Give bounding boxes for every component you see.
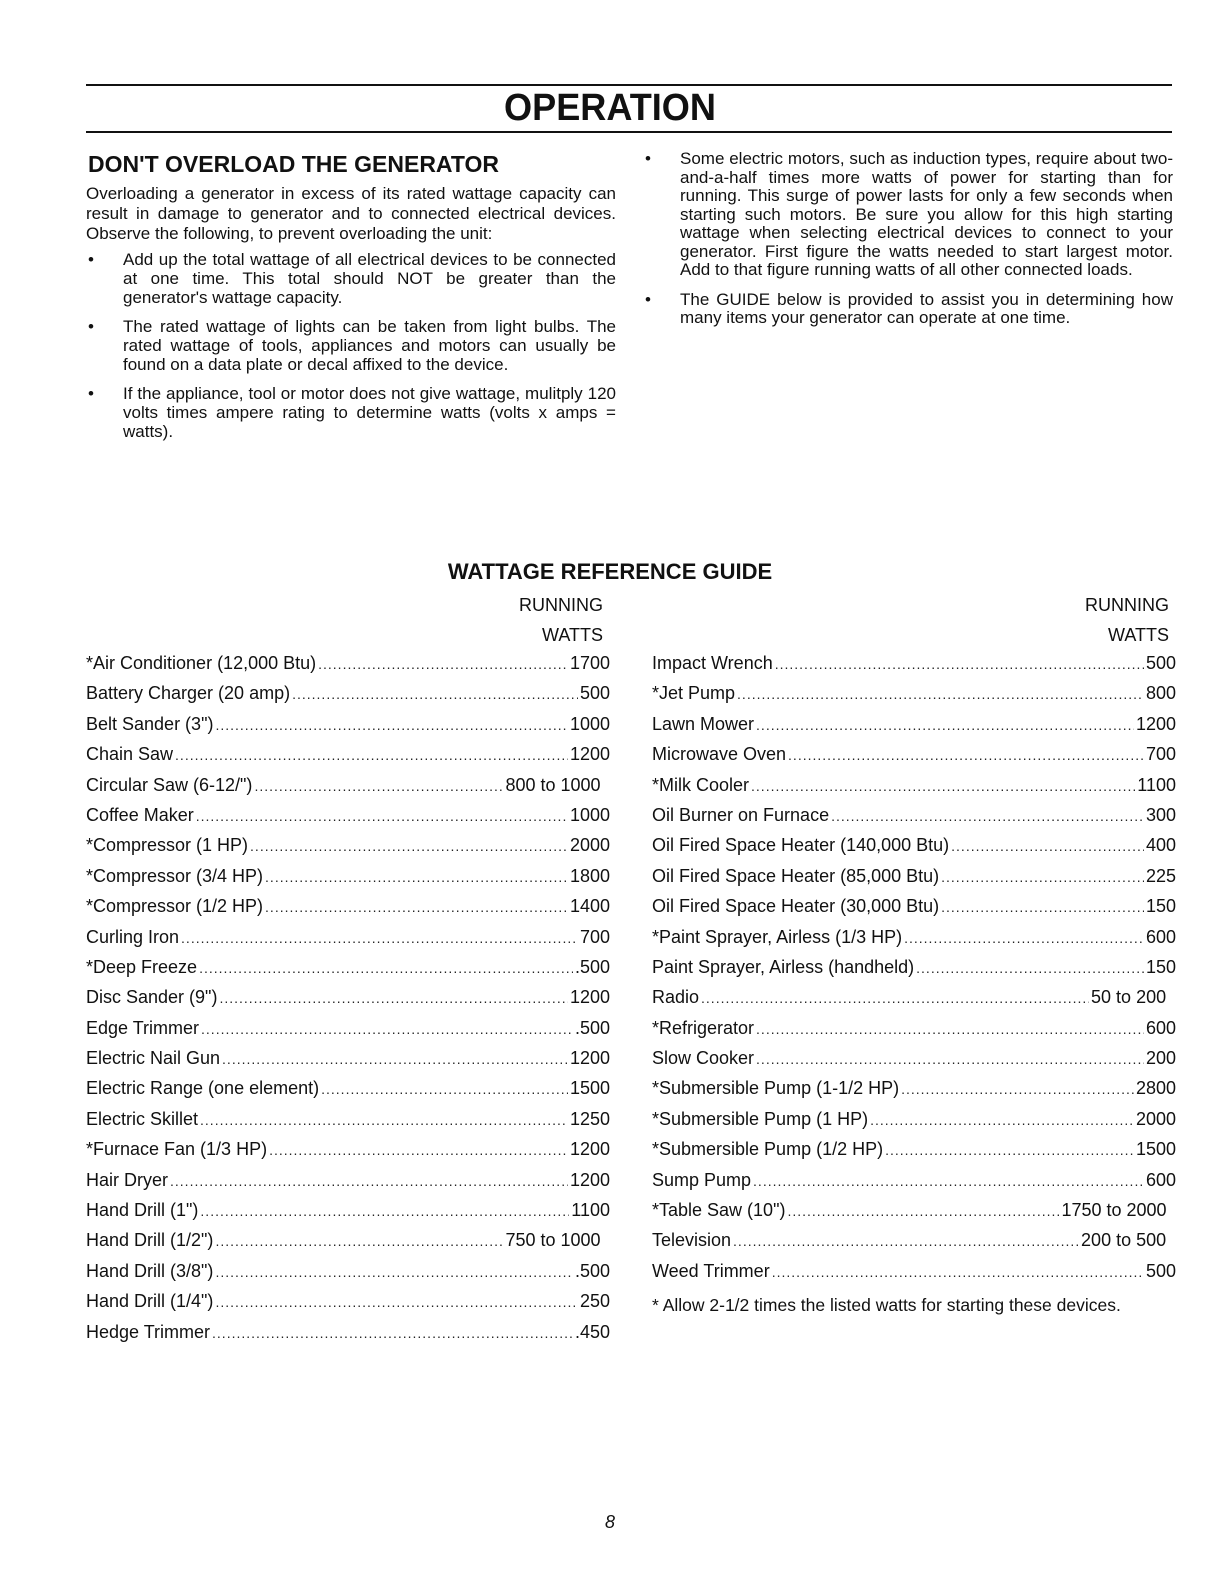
running-watts: 2000	[1135, 1108, 1176, 1129]
table-row	[652, 805, 1176, 835]
table-row	[86, 775, 610, 805]
running-watts: 500	[1145, 1260, 1176, 1281]
appliance-name: Disc Sander (9")	[86, 987, 218, 1008]
running-watts: 1100	[1137, 774, 1176, 795]
table-row	[86, 1018, 610, 1048]
table-row	[652, 927, 1176, 957]
running-watts: 1700	[569, 653, 610, 673]
appliance-name: Paint Sprayer, Airless (handheld)	[652, 956, 915, 977]
running-watts: .500	[574, 1260, 610, 1281]
appliance-name: Belt Sander (3")	[86, 713, 214, 734]
table-row	[652, 1018, 1176, 1048]
list-item: • Some electric motors, such as induction types, require about two-and-a-half times more watts of power for starting than for running. This surge of power lasts for only a few seconds when starting such motors. Be sure you allow for this high starting wattage when selecting electrical devices to connect to your generator. First figure the watts needed to start largest motor. Add to that figure running watts of all other connected loads.	[645, 149, 1173, 279]
list-item: • The rated wattage of lights can be taken from light bulbs. The rated wattage of tools, appliances and motors can usually be found on a data plate or decal affixed to the device.	[88, 317, 616, 374]
appliance-name: Oil Burner on Furnace	[652, 804, 830, 825]
appliance-name: Impact Wrench	[652, 653, 773, 673]
running-watts: .500	[574, 1017, 610, 1038]
table-row	[86, 1078, 610, 1108]
table-row	[86, 1170, 610, 1200]
dot-leader	[756, 1051, 1144, 1067]
running-watts: 750 to 1000	[505, 1230, 601, 1251]
table-row	[652, 744, 1176, 774]
appliance-name: Radio	[652, 987, 700, 1008]
running-watts: 700	[579, 926, 610, 947]
table-row	[86, 714, 610, 744]
overload-right-column	[645, 150, 1173, 339]
dot-leader	[787, 1203, 1059, 1219]
dot-leader	[212, 1325, 573, 1341]
appliance-name: *Milk Cooler	[652, 774, 750, 795]
dot-leader	[318, 656, 568, 672]
table-row	[86, 1139, 610, 1169]
running-watts: 1000	[569, 713, 610, 734]
table-row	[652, 1200, 1176, 1230]
dot-leader	[196, 808, 568, 824]
dot-leader	[181, 930, 578, 946]
bullet-icon: •	[645, 149, 651, 168]
dot-leader	[701, 990, 1089, 1006]
appliance-name: Hand Drill (1")	[86, 1200, 199, 1221]
left-column-header: RUNNING WATTS	[519, 595, 603, 645]
running-watts: 2000	[569, 835, 610, 856]
running-watts: 50 to 200	[1091, 987, 1167, 1008]
running-watts: 600	[1145, 1017, 1176, 1038]
table-row	[86, 835, 610, 865]
running-watts: 150	[1145, 896, 1176, 917]
dot-leader	[200, 1203, 569, 1219]
list-item: • Add up the total wattage of all electrical devices to be connected at one time. This total should NOT be greater than the generator's wattage capacity.	[88, 250, 616, 307]
dot-leader	[756, 717, 1134, 733]
page-title: OPERATION	[504, 87, 716, 129]
appliance-name: Hedge Trimmer	[86, 1321, 211, 1342]
appliance-name: Electric Range (one element)	[86, 1078, 320, 1099]
table-row	[86, 653, 610, 683]
dot-leader	[265, 869, 568, 885]
table-row	[86, 927, 610, 957]
running-watts: 1400	[569, 896, 610, 917]
wattage-table-right	[652, 653, 1176, 1316]
dot-leader	[199, 960, 573, 976]
table-row	[86, 957, 610, 987]
table-row	[86, 744, 610, 774]
dot-leader	[941, 869, 1144, 885]
table-row	[652, 714, 1176, 744]
dot-leader	[733, 1233, 1079, 1249]
dot-leader	[215, 1264, 573, 1280]
appliance-name: Curling Iron	[86, 926, 180, 947]
appliance-name: *Refrigerator	[652, 1017, 755, 1038]
table-row	[652, 683, 1176, 713]
dot-leader	[941, 899, 1144, 915]
appliance-name: Weed Trimmer	[652, 1260, 770, 1281]
overload-left-column	[86, 150, 616, 451]
guide-title: WATTAGE REFERENCE GUIDE	[447, 559, 773, 584]
dot-leader	[885, 1142, 1134, 1158]
dot-leader	[215, 1294, 578, 1310]
table-row	[652, 1230, 1176, 1260]
table-row	[86, 683, 610, 713]
table-row	[86, 1230, 610, 1260]
appliance-name: Hand Drill (1/4")	[86, 1291, 214, 1312]
right-column-header: RUNNING WATTS	[1085, 595, 1169, 645]
running-watts: 600	[1145, 926, 1176, 947]
appliance-name: *Submersible Pump (1/2 HP)	[652, 1139, 884, 1160]
dot-leader	[904, 930, 1144, 946]
table-row	[652, 775, 1176, 805]
appliance-name: Hand Drill (3/8")	[86, 1260, 214, 1281]
overload-heading: DON'T OVERLOAD THE GENERATOR	[88, 151, 499, 177]
overload-intro: Overloading a generator in excess of its rated wattage capacity can result in damage to generator and to connected electrical devices. Observe the following, to prevent overloading the unit:	[86, 184, 616, 243]
running-watts: 200 to 500	[1081, 1230, 1167, 1251]
list-item: • The GUIDE below is provided to assist you in determining how many items your generator can operate at one time.	[645, 289, 1173, 327]
running-watts: 1200	[569, 1139, 610, 1160]
running-watts: 300	[1145, 804, 1176, 825]
table-row	[652, 1078, 1176, 1108]
running-watts: 250	[579, 1291, 610, 1312]
running-watts: 1500	[569, 1078, 610, 1099]
running-watts: 1200	[569, 744, 610, 765]
dot-leader	[916, 960, 1144, 976]
running-watts: 200	[1145, 1048, 1176, 1069]
appliance-name: *Table Saw (10")	[652, 1200, 786, 1221]
table-row	[652, 1139, 1176, 1169]
appliance-name: *Submersible Pump (1-1/2 HP)	[652, 1078, 900, 1099]
appliance-name: *Deep Freeze	[86, 956, 198, 977]
page-number: 8	[604, 1512, 615, 1532]
table-row	[652, 866, 1176, 896]
appliance-name: *Submersible Pump (1 HP)	[652, 1108, 869, 1129]
appliance-name: Sump Pump	[652, 1169, 752, 1190]
appliance-name: Coffee Maker	[86, 804, 194, 825]
appliance-name: Hair Dryer	[86, 1169, 169, 1190]
dot-leader	[201, 1021, 573, 1037]
dot-leader	[788, 747, 1144, 763]
dot-leader	[292, 686, 578, 702]
running-watts: 800 to 1000	[505, 774, 601, 795]
appliance-name: Hand Drill (1/2")	[86, 1230, 214, 1251]
appliance-name: Microwave Oven	[652, 744, 787, 765]
running-watts: 1750 to 2000	[1061, 1200, 1167, 1221]
running-watts: 1500	[1135, 1139, 1176, 1160]
dot-leader	[831, 808, 1144, 824]
appliance-name: *Jet Pump	[652, 683, 736, 704]
appliance-name: *Compressor (3/4 HP)	[86, 865, 264, 886]
appliance-name: *Compressor (1/2 HP)	[86, 896, 264, 917]
table-row	[652, 653, 1176, 683]
dot-leader	[200, 1112, 568, 1128]
running-watts: 1800	[569, 865, 610, 886]
table-row	[86, 1291, 610, 1321]
running-watts: 500	[1145, 653, 1176, 673]
appliance-name: Oil Fired Space Heater (30,000 Btu)	[652, 896, 940, 917]
table-row	[652, 835, 1176, 865]
appliance-name: Oil Fired Space Heater (140,000 Btu)	[652, 835, 950, 856]
running-watts: .450	[574, 1321, 610, 1342]
table-row	[86, 896, 610, 926]
dot-leader	[215, 1233, 503, 1249]
running-watts: 1250	[569, 1108, 610, 1129]
title-underline-rule	[86, 131, 1172, 133]
dot-leader	[215, 717, 568, 733]
appliance-name: Edge Trimmer	[86, 1017, 200, 1038]
running-watts: 225	[1145, 865, 1176, 886]
appliance-name: Electric Skillet	[86, 1108, 199, 1129]
table-row	[86, 1109, 610, 1139]
appliance-name: *Furnace Fan (1/3 HP)	[86, 1139, 268, 1160]
dot-leader	[751, 778, 1135, 794]
appliance-name: *Compressor (1 HP)	[86, 835, 249, 856]
dot-leader	[901, 1081, 1134, 1097]
running-watts: 500	[579, 683, 610, 704]
table-row	[86, 1322, 610, 1352]
dot-leader	[219, 990, 568, 1006]
running-watts: 700	[1145, 744, 1176, 765]
running-watts: 600	[1145, 1169, 1176, 1190]
dot-leader	[321, 1081, 568, 1097]
dot-leader	[737, 686, 1144, 702]
list-item: • If the appliance, tool or motor does not give wattage, mulitply 120 volts times ampere rating to determine watts (volts x amps = watts).	[88, 384, 616, 441]
running-watts: 1200	[569, 1169, 610, 1190]
table-row	[86, 1200, 610, 1230]
bullet-icon: •	[88, 384, 94, 403]
dot-leader	[222, 1051, 568, 1067]
wattage-table-left	[86, 653, 610, 1352]
running-watts: 2800	[1135, 1078, 1176, 1099]
overload-bullets	[86, 250, 616, 441]
dot-leader	[772, 1264, 1144, 1280]
running-watts: 800	[1145, 683, 1176, 704]
table-row	[86, 987, 610, 1017]
bullet-icon: •	[88, 317, 94, 336]
appliance-name: Slow Cooker	[652, 1048, 755, 1069]
running-watts: 400	[1145, 835, 1176, 856]
dot-leader	[175, 747, 568, 763]
dot-leader	[753, 1173, 1144, 1189]
table-row	[86, 866, 610, 896]
motor-bullets	[645, 150, 1173, 328]
running-watts: 1200	[569, 1048, 610, 1069]
table-row	[652, 957, 1176, 987]
appliance-name: *Paint Sprayer, Airless (1/3 HP)	[652, 926, 903, 947]
starting-watts-footnote: * Allow 2-1/2 times the listed watts for starting these devices.	[652, 1295, 1121, 1316]
dot-leader	[265, 899, 568, 915]
dot-leader	[250, 838, 568, 854]
table-row	[652, 987, 1176, 1017]
dot-leader	[870, 1112, 1134, 1128]
bullet-icon: •	[645, 289, 651, 309]
table-row	[86, 805, 610, 835]
dot-leader	[269, 1142, 568, 1158]
table-row	[86, 1048, 610, 1078]
running-watts: 1200	[569, 987, 610, 1008]
table-row	[652, 1109, 1176, 1139]
running-watts: 150	[1145, 956, 1176, 977]
table-row	[652, 1048, 1176, 1078]
appliance-name: Oil Fired Space Heater (85,000 Btu)	[652, 865, 940, 886]
appliance-name: *Air Conditioner (12,000 Btu)	[86, 653, 317, 673]
bullet-icon: •	[88, 250, 94, 269]
dot-leader	[951, 838, 1144, 854]
dot-leader	[170, 1173, 568, 1189]
appliance-name: Lawn Mower	[652, 713, 755, 734]
dot-leader	[756, 1021, 1144, 1037]
table-row	[652, 1170, 1176, 1200]
appliance-name: Chain Saw	[86, 744, 174, 765]
running-watts: 1200	[1135, 713, 1176, 734]
dot-leader	[254, 778, 503, 794]
appliance-name: Television	[652, 1230, 732, 1251]
running-watts: 1000	[569, 804, 610, 825]
running-watts: .500	[574, 956, 610, 977]
table-row	[652, 1261, 1176, 1291]
dot-leader	[775, 656, 1144, 672]
table-row	[86, 1261, 610, 1291]
appliance-name: Circular Saw (6-12/")	[86, 774, 253, 795]
appliance-name: Electric Nail Gun	[86, 1048, 221, 1069]
table-row	[652, 896, 1176, 926]
running-watts: 1100	[571, 1200, 610, 1221]
appliance-name: Battery Charger (20 amp)	[86, 683, 291, 704]
